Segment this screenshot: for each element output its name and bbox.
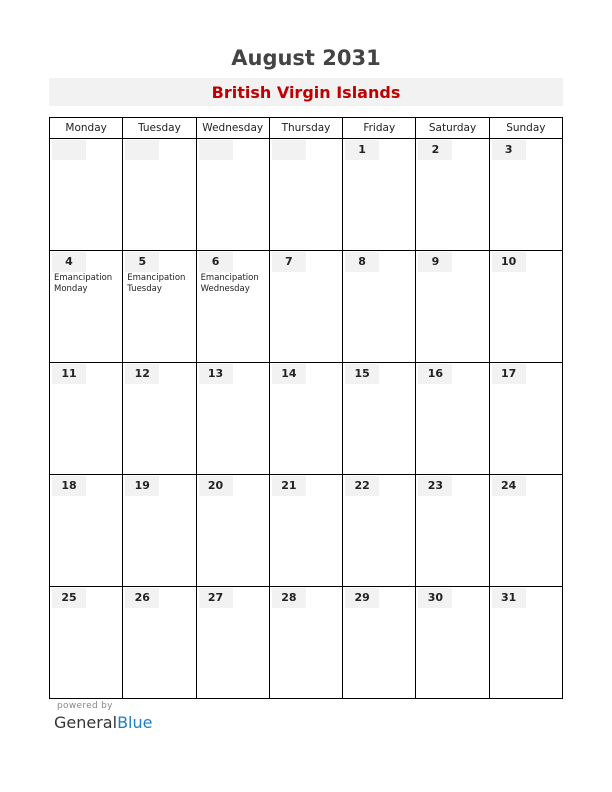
day-cell bbox=[343, 587, 416, 699]
day-number: 2 bbox=[418, 140, 452, 160]
day-cell bbox=[416, 139, 489, 251]
day-cell bbox=[196, 587, 269, 699]
weekday-header: Tuesday bbox=[123, 118, 196, 139]
day-cell bbox=[343, 475, 416, 587]
country-banner bbox=[49, 78, 563, 106]
weekday-header-row bbox=[50, 118, 563, 139]
day-number: 9 bbox=[418, 252, 452, 272]
day-cell bbox=[196, 139, 269, 251]
weekday-header: Friday bbox=[343, 118, 416, 139]
day-number: 1 bbox=[345, 140, 379, 160]
day-cell bbox=[343, 251, 416, 363]
week-row bbox=[50, 587, 563, 699]
day-cell bbox=[196, 475, 269, 587]
day-number: 5 bbox=[125, 252, 159, 272]
day-cell bbox=[196, 251, 269, 363]
day-number: 14 bbox=[272, 364, 306, 384]
day-cell bbox=[489, 475, 562, 587]
day-number: 19 bbox=[125, 476, 159, 496]
day-cell bbox=[50, 251, 123, 363]
day-number: 29 bbox=[345, 588, 379, 608]
day-number bbox=[199, 140, 233, 160]
day-cell bbox=[489, 363, 562, 475]
day-number bbox=[125, 140, 159, 160]
holiday-label: Emancipation Tuesday bbox=[127, 273, 186, 294]
holiday-label: Emancipation Monday bbox=[54, 273, 113, 294]
day-number: 26 bbox=[125, 588, 159, 608]
day-cell bbox=[269, 587, 342, 699]
day-number: 25 bbox=[52, 588, 86, 608]
day-cell bbox=[489, 139, 562, 251]
page-title: August 2031 bbox=[231, 46, 381, 70]
day-cell bbox=[489, 587, 562, 699]
day-number: 17 bbox=[492, 364, 526, 384]
weekday-header: Saturday bbox=[416, 118, 489, 139]
powered-by-label: powered by bbox=[57, 701, 113, 711]
day-number bbox=[272, 140, 306, 160]
day-cell bbox=[123, 251, 196, 363]
holiday-label: Emancipation Wednesday bbox=[200, 273, 259, 294]
day-cell bbox=[269, 139, 342, 251]
day-cell bbox=[269, 363, 342, 475]
day-cell bbox=[196, 363, 269, 475]
day-number: 21 bbox=[272, 476, 306, 496]
day-number: 10 bbox=[492, 252, 526, 272]
logo-general-text: General bbox=[54, 713, 118, 732]
day-cell bbox=[416, 587, 489, 699]
weekday-header: Monday bbox=[50, 118, 123, 139]
day-number: 8 bbox=[345, 252, 379, 272]
day-number bbox=[52, 140, 86, 160]
day-cell bbox=[123, 587, 196, 699]
day-cell bbox=[50, 139, 123, 251]
week-row bbox=[50, 363, 563, 475]
day-number: 22 bbox=[345, 476, 379, 496]
day-cell bbox=[50, 587, 123, 699]
day-number: 16 bbox=[418, 364, 452, 384]
logo-blue-text: Blue bbox=[117, 713, 153, 732]
day-number: 3 bbox=[492, 140, 526, 160]
day-number: 23 bbox=[418, 476, 452, 496]
generalblue-logo[interactable] bbox=[54, 713, 152, 732]
day-cell bbox=[343, 139, 416, 251]
day-number: 30 bbox=[418, 588, 452, 608]
day-cell bbox=[50, 475, 123, 587]
day-number: 31 bbox=[492, 588, 526, 608]
weekday-header: Sunday bbox=[489, 118, 562, 139]
week-row bbox=[50, 475, 563, 587]
day-number: 18 bbox=[52, 476, 86, 496]
day-cell bbox=[123, 363, 196, 475]
day-number: 4 bbox=[52, 252, 86, 272]
day-number: 6 bbox=[199, 252, 233, 272]
weekday-header: Wednesday bbox=[196, 118, 269, 139]
country-name: British Virgin Islands bbox=[211, 83, 401, 102]
day-cell bbox=[269, 475, 342, 587]
week-row bbox=[50, 251, 563, 363]
day-number: 15 bbox=[345, 364, 379, 384]
day-number: 7 bbox=[272, 252, 306, 272]
day-number: 13 bbox=[199, 364, 233, 384]
weekday-header: Thursday bbox=[269, 118, 342, 139]
day-number: 12 bbox=[125, 364, 159, 384]
calendar-grid bbox=[49, 117, 563, 699]
day-number: 24 bbox=[492, 476, 526, 496]
day-number: 20 bbox=[199, 476, 233, 496]
day-cell bbox=[123, 475, 196, 587]
day-cell bbox=[343, 363, 416, 475]
day-cell bbox=[416, 363, 489, 475]
day-number: 27 bbox=[199, 588, 233, 608]
day-cell bbox=[123, 139, 196, 251]
day-cell bbox=[416, 251, 489, 363]
day-number: 11 bbox=[52, 364, 86, 384]
day-number: 28 bbox=[272, 588, 306, 608]
day-cell bbox=[269, 251, 342, 363]
day-cell bbox=[416, 475, 489, 587]
week-row bbox=[50, 139, 563, 251]
day-cell bbox=[50, 363, 123, 475]
day-cell bbox=[489, 251, 562, 363]
